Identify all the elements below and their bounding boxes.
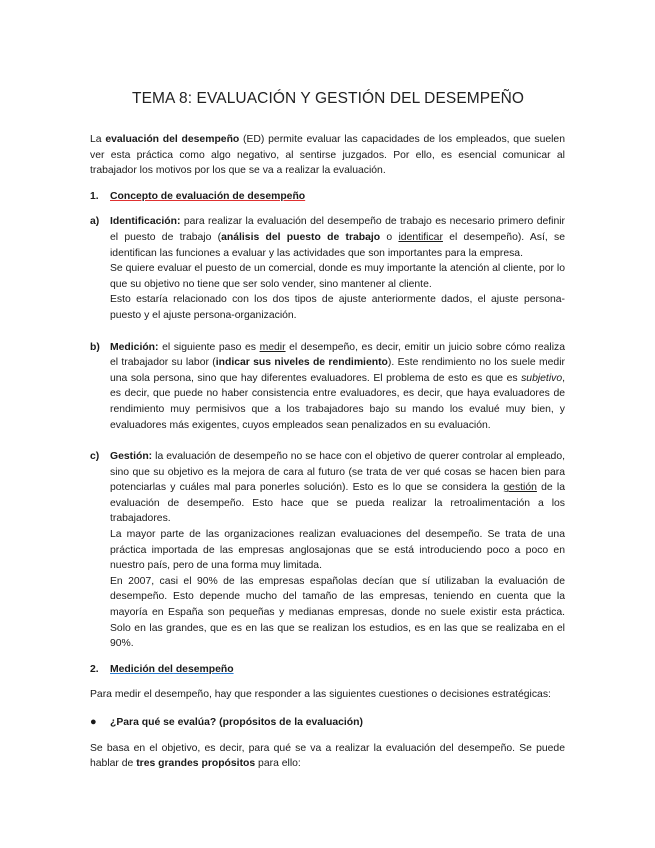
text-run: de la evaluación de desempeño. Esto hace que se pueda realizar la retroalimentación a los trabajadores. bbox=[110, 482, 565, 525]
text-run: el desempeño, es decir, emitir un juicio sobre cómo realiza el trabajador su labor ( bbox=[110, 341, 565, 369]
text-run: (ED) permite evaluar las capacidades de los empleados, que suelen ver esta práctica como algo negativo, al sentirse juzgados. Por ello, es esencial comunicar al trabajador los motivos por los que se va a realizar la evaluación. bbox=[90, 134, 565, 177]
bold-term: tres grandes propósitos bbox=[136, 758, 256, 770]
list-marker: b) bbox=[90, 341, 100, 353]
section-number: 2. bbox=[90, 663, 99, 675]
bullet-icon: ● bbox=[90, 716, 97, 728]
text-run: , es decir, que puede no haber consistencia entre evaluadores, es decir, que haya evaluadores de rendimiento muy permisivos que a los trabajadores bajo su mando los evalué muy bien, y evaluadores más exigentes, cuyos empleados sean penalizados en su evaluación. bbox=[110, 372, 565, 431]
list-marker: c) bbox=[90, 451, 100, 463]
item-c-paragraph-1 bbox=[110, 449, 565, 527]
underlined-term: identificar bbox=[398, 231, 443, 243]
page-title: TEMA 8: EVALUACIÓN Y GESTIÓN DEL DESEMPEÑO bbox=[132, 90, 525, 107]
text-run: la evaluación de desempeño no se hace con el objetivo de querer controlar al empleado, sino que su objetivo es la mejora de cara al futuro (se trata de ver qué cosas se hacen bien para potenciarlas y cuáles mal para ponerles solución). Esto es lo que se considera la bbox=[110, 451, 565, 494]
intro-paragraph bbox=[90, 132, 565, 179]
bold-term: Identificación: bbox=[110, 216, 181, 228]
underlined-term: gestión bbox=[503, 482, 537, 494]
item-a-paragraph-1 bbox=[110, 214, 565, 261]
section-number: 1. bbox=[90, 190, 99, 202]
section-heading-1 bbox=[90, 189, 565, 205]
text-run: o bbox=[380, 231, 399, 243]
text-run: Se basa en el objetivo, es decir, para qué se va a realizar la evaluación del desempeño. Se puede hablar de bbox=[90, 742, 565, 770]
bold-term: evaluación del desempeño bbox=[105, 134, 240, 145]
bold-term: análisis del puesto de trabajo bbox=[221, 231, 381, 243]
item-c-paragraph-3: En 2007, casi el 90% de las empresas españolas decían que sí utilizaban la evaluación de desempeño. Esto depende mucho del tamaño de las empresas, teniendo en cuenta que la mayoría en España son pequeñas y medianas empresas, donde no suele existir esta práctica. Solo en las grandes, que es en las que se realizan los estudios, es en las que se realizaba en el 90%. bbox=[110, 575, 565, 650]
underlined-term: medir bbox=[259, 341, 286, 353]
section-label: Medición del desempeño bbox=[110, 663, 234, 675]
item-c-paragraph-2: La mayor parte de las organizaciones realizan evaluaciones del desempeño. Se trata de una práctica importada de las empresas anglosajonas que se está introduciendo poco a poco en nuestro país, pero de una forma muy limitada. bbox=[110, 529, 565, 572]
section-label: Concepto de evaluación de desempeño bbox=[110, 190, 306, 202]
item-a-paragraph-3: Esto estaría relacionado con los dos tipos de ajuste anteriormente dados, el ajuste persona-puesto y el ajuste persona-organización. bbox=[110, 294, 565, 321]
bullet-item bbox=[90, 715, 565, 731]
measure-paragraph: Para medir el desempeño, hay que responder a las siguientes cuestiones o decisiones estratégicas: bbox=[90, 689, 551, 701]
bold-term: indicar sus niveles de rendimiento bbox=[215, 357, 388, 369]
bullet-text: ¿Para qué se evalúa? (propósitos de la evaluación) bbox=[110, 717, 363, 728]
bold-term: Gestión: bbox=[110, 451, 153, 463]
text-run: La bbox=[90, 134, 106, 145]
item-b-paragraph-1 bbox=[110, 340, 565, 434]
item-a-paragraph-2: Se quiere evaluar el puesto de un comercial, donde es muy importante la atención al cliente, por lo que su objetivo no tiene que ser solo vender, sino mantener al cliente. bbox=[110, 263, 565, 290]
text-run: para ello: bbox=[255, 758, 301, 770]
text-run: para realizar la evaluación del desempeño de trabajo es necesario primero definir el puesto de trabajo ( bbox=[110, 216, 565, 243]
text-run: el siguiente paso es bbox=[158, 341, 260, 353]
bold-term: Medición: bbox=[110, 341, 159, 353]
list-marker: a) bbox=[90, 216, 100, 228]
text-run: el desempeño). Así, se identifican las funciones a evaluar y las actividades que son importantes para la empresa. bbox=[110, 231, 566, 259]
text-run: ). Este rendimiento no los suele medir una sola persona, sino que hay diferentes evaluadores. El problema de esto es que es bbox=[110, 357, 565, 384]
list-item-b bbox=[90, 340, 565, 434]
closing-paragraph bbox=[90, 741, 565, 772]
section-heading-2 bbox=[90, 662, 565, 678]
list-item-a bbox=[90, 214, 565, 323]
list-item-c bbox=[90, 449, 565, 652]
italic-term: subjetivo bbox=[521, 372, 563, 384]
document-body bbox=[90, 132, 565, 772]
